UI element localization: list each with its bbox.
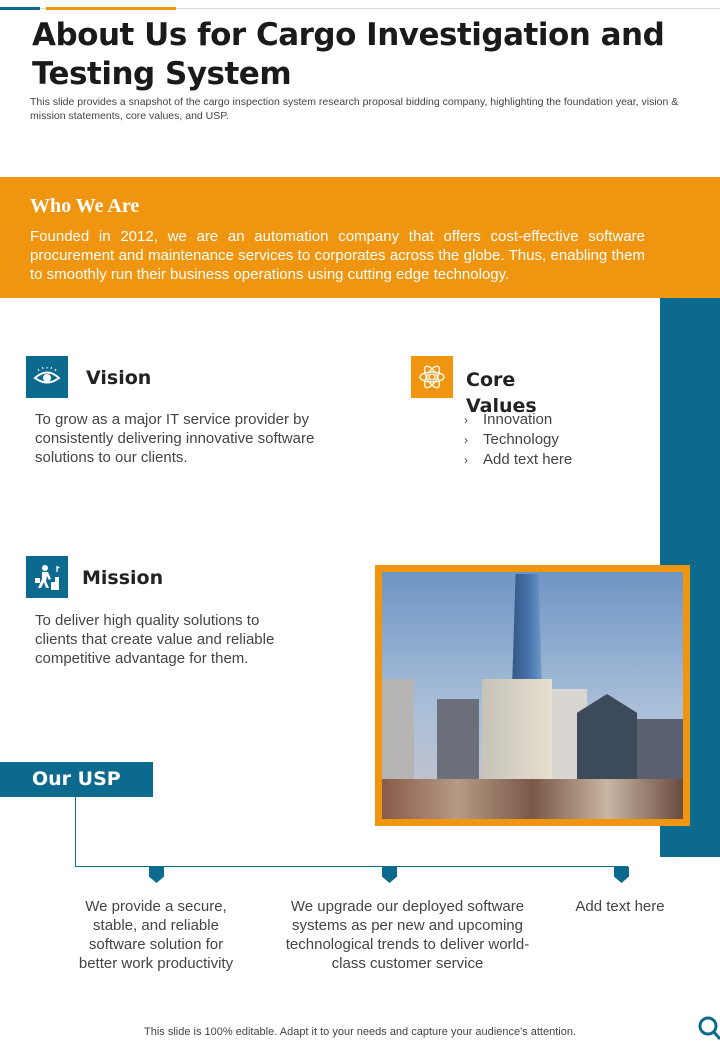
core-values-list — [464, 410, 572, 470]
usp-connector-horizontal — [75, 866, 628, 867]
marker-icon — [382, 867, 397, 883]
search-icon[interactable] — [698, 1016, 720, 1045]
core-value-label: Add text here — [483, 451, 573, 468]
page-title: About Us for Cargo Investigation and Testing System — [32, 17, 665, 92]
vision-heading: Vision — [86, 367, 152, 389]
vision-text: To grow as a major IT service provider by consistently delivering innovative software solutions to our clients. — [35, 411, 315, 466]
chevron-right-icon: › — [464, 413, 468, 427]
marker-icon — [614, 867, 629, 883]
core-value-label: Innovation — [483, 411, 553, 428]
usp-item-3: Add text here — [575, 898, 665, 915]
usp-connector-vertical — [75, 797, 76, 867]
city-skyline-image — [375, 565, 690, 826]
mission-heading: Mission — [82, 567, 164, 589]
accent-orange — [46, 7, 176, 10]
usp-item-1: We provide a secure, stable, and reliable software solution for better work productivity — [78, 898, 234, 972]
page-subtitle: This slide provides a snapshot of the cargo inspection system research proposal bidding company, highlighting the foundation year, vision & mission statements, core values, and USP. — [30, 96, 679, 122]
list-item — [464, 430, 572, 450]
list-item — [464, 450, 572, 470]
chevron-right-icon: › — [464, 453, 468, 467]
core-heading-line2: Values — [466, 395, 537, 417]
list-item — [464, 410, 572, 430]
eye-icon — [26, 356, 68, 398]
chevron-right-icon: › — [464, 433, 468, 447]
accent-teal — [0, 7, 40, 10]
core-heading-line1: Core — [466, 369, 516, 391]
who-text: Founded in 2012, we are an automation company that offers cost-effective software procurement and maintenance services to corporates across the globe. Thus, enabling them to smoothly run their business operations using cutting edge technology. — [30, 228, 645, 283]
core-value-label: Technology — [483, 431, 559, 448]
usp-heading: Our USP — [0, 762, 153, 797]
who-heading: Who We Are — [30, 195, 140, 217]
atom-icon — [411, 356, 453, 398]
mission-text: To deliver high quality solutions to clients that create value and reliable competitive advantage for them. — [35, 612, 275, 667]
footer-note: This slide is 100% editable. Adapt it to your needs and capture your audience's attention. — [144, 1026, 576, 1038]
climber-icon — [26, 556, 68, 598]
usp-item-2: We upgrade our deployed software systems as per new and upcoming technological trends to deliver world-class customer service — [285, 898, 530, 972]
marker-icon — [149, 867, 164, 883]
